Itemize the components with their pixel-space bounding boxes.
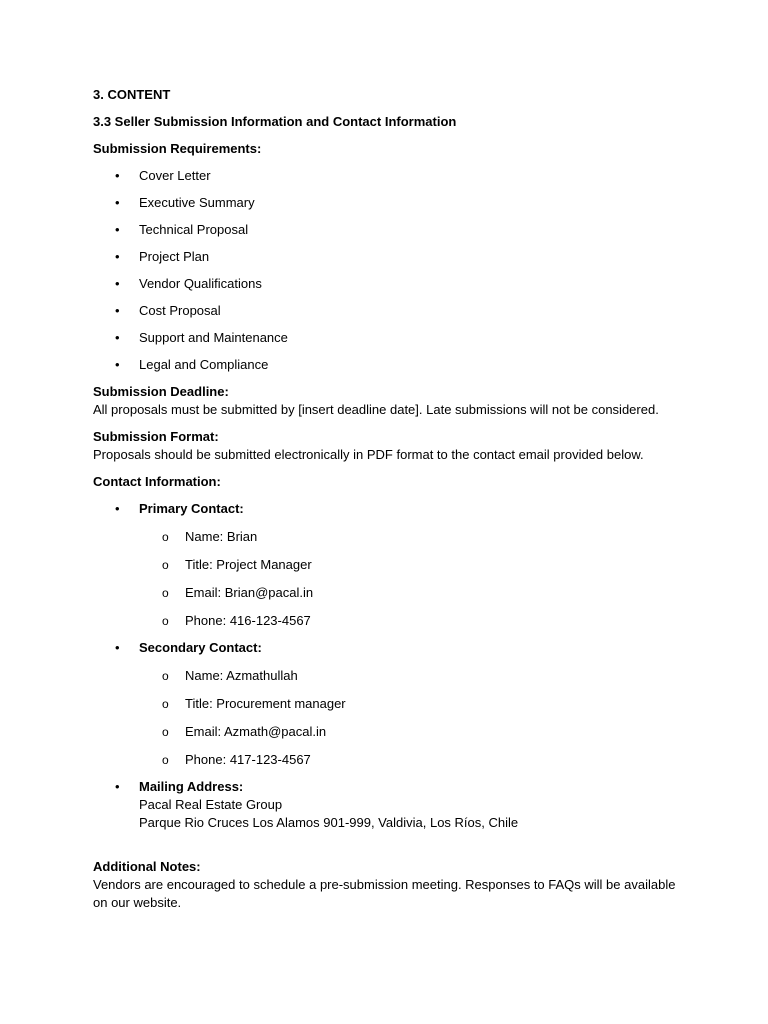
format-block — [93, 428, 683, 464]
list-item — [139, 695, 683, 713]
mailing-address-line: Pacal Real Estate Group — [139, 797, 283, 812]
primary-contact-details — [139, 528, 683, 630]
requirement-text: Project Plan — [139, 249, 210, 264]
section-title: 3. CONTENT — [93, 87, 171, 102]
notes-heading: Additional Notes: — [93, 859, 201, 874]
document-page — [93, 86, 683, 912]
circle-bullet-icon: o — [162, 669, 169, 683]
format-text: Proposals should be submitted electronically in PDF format to the contact email provided below. — [93, 447, 644, 462]
mailing-address — [139, 796, 683, 832]
bullet-icon: • — [115, 303, 120, 318]
circle-bullet-icon: o — [162, 614, 169, 628]
contact-phone: Phone: 416-123-4567 — [185, 613, 311, 628]
requirement-text: Legal and Compliance — [139, 357, 269, 372]
requirement-text: Executive Summary — [139, 195, 255, 210]
list-item — [93, 356, 683, 374]
bullet-icon: • — [115, 330, 120, 345]
circle-bullet-icon: o — [162, 558, 169, 572]
list-item — [93, 221, 683, 239]
requirement-text: Support and Maintenance — [139, 330, 288, 345]
notes-text: Vendors are encouraged to schedule a pre-submission meeting. Responses to FAQs will be available on our website. — [93, 877, 676, 910]
deadline-text: All proposals must be submitted by [insert deadline date]. Late submissions will not be considered. — [93, 402, 659, 417]
contact-phone: Phone: 417-123-4567 — [185, 752, 311, 767]
bullet-icon: • — [115, 249, 120, 264]
requirement-text: Cost Proposal — [139, 303, 221, 318]
deadline-heading: Submission Deadline: — [93, 384, 229, 399]
list-item — [139, 556, 683, 574]
bullet-icon: • — [115, 222, 120, 237]
bullet-icon: • — [115, 276, 120, 291]
contact-email: Email: Brian@pacal.in — [185, 585, 314, 600]
requirements-heading: Submission Requirements: — [93, 141, 262, 156]
primary-contact-label: Primary Contact: — [139, 501, 244, 516]
list-item — [139, 528, 683, 546]
list-item — [139, 751, 683, 769]
bullet-icon: • — [115, 168, 120, 183]
mailing-address-line: Parque Rio Cruces Los Alamos 901-999, Valdivia, Los Ríos, Chile — [139, 815, 519, 830]
contact-title: Title: Procurement manager — [185, 696, 346, 711]
list-item — [93, 302, 683, 320]
mailing-address-item — [93, 778, 683, 832]
contact-heading: Contact Information: — [93, 474, 221, 489]
list-item — [93, 329, 683, 347]
contact-name: Name: Brian — [185, 529, 258, 544]
bullet-icon: • — [115, 357, 120, 372]
contact-email: Email: Azmath@pacal.in — [185, 724, 327, 739]
primary-contact-item — [93, 500, 683, 630]
list-item — [93, 167, 683, 185]
secondary-contact-details — [139, 667, 683, 769]
requirements-list — [93, 167, 683, 374]
deadline-block — [93, 383, 683, 419]
circle-bullet-icon: o — [162, 586, 169, 600]
list-item — [139, 584, 683, 602]
bullet-icon: • — [115, 779, 120, 794]
list-item — [139, 723, 683, 741]
bullet-icon: • — [115, 195, 120, 210]
secondary-contact-item — [93, 639, 683, 769]
circle-bullet-icon: o — [162, 697, 169, 711]
circle-bullet-icon: o — [162, 725, 169, 739]
mailing-address-label: Mailing Address: — [139, 779, 244, 794]
notes-block — [93, 858, 683, 912]
list-item — [93, 275, 683, 293]
requirement-text: Technical Proposal — [139, 222, 249, 237]
list-item — [93, 194, 683, 212]
bullet-icon: • — [115, 640, 120, 655]
bullet-icon: • — [115, 501, 120, 516]
circle-bullet-icon: o — [162, 530, 169, 544]
requirement-text: Cover Letter — [139, 168, 211, 183]
circle-bullet-icon: o — [162, 753, 169, 767]
list-item — [139, 667, 683, 685]
requirement-text: Vendor Qualifications — [139, 276, 262, 291]
contact-title: Title: Project Manager — [185, 557, 312, 572]
contact-name: Name: Azmathullah — [185, 668, 298, 683]
contact-list — [93, 500, 683, 832]
format-heading: Submission Format: — [93, 429, 219, 444]
secondary-contact-label: Secondary Contact: — [139, 640, 262, 655]
subsection-title: 3.3 Seller Submission Information and Contact Information — [93, 114, 457, 129]
list-item — [93, 248, 683, 266]
list-item — [139, 612, 683, 630]
